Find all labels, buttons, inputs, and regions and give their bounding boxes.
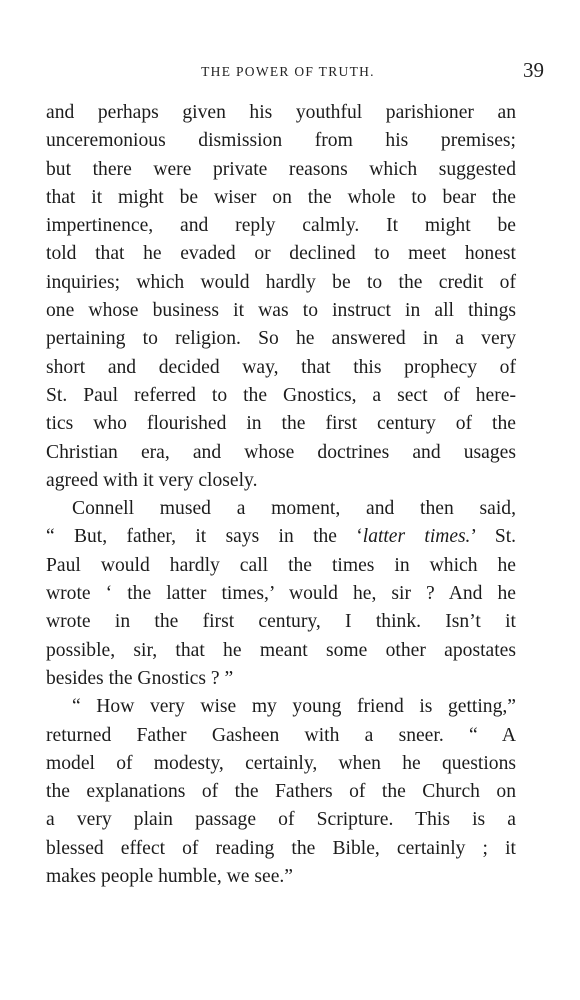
text-line: possible, sir, that he meant some other apostates [46, 639, 516, 661]
line-suffix: ’ St. [470, 526, 516, 548]
text-line: Christian era, and whose doctrines and usages [46, 441, 516, 463]
text-line: told that he evaded or declined to meet honest [46, 243, 516, 265]
text-line: that it might be wiser on the whole to bear the [46, 186, 516, 208]
text-line: a very plain passage of Scripture. This is a [46, 809, 516, 831]
paragraph-end-line: agreed with it very closely. [46, 469, 258, 491]
page-number: 39 [523, 58, 544, 82]
text-line: one whose business it was to instruct in all things [46, 300, 516, 322]
text-line: wrote ‘ the latter times,’ would he, sir ? And he [46, 583, 516, 605]
paragraph-start-line: Connell mused a moment, and then said, [72, 498, 516, 520]
text-line: blessed effect of reading the Bible, certainly ; it [46, 837, 516, 859]
text-line: short and decided way, that this prophecy of [46, 356, 516, 378]
running-head [40, 58, 544, 88]
text-line: tics who flourished in the first century of the [46, 413, 516, 435]
paragraph-end-line: besides the Gnostics ? ” [46, 667, 234, 689]
text-line: and perhaps given his youthful parishioner an [46, 102, 516, 123]
text-line: St. Paul referred to the Gnostics, a sect of here- [46, 384, 516, 406]
text-line-with-italic [46, 523, 516, 551]
text-line: the explanations of the Fathers of the Church on [46, 781, 516, 803]
body-text [46, 99, 516, 891]
text-line: returned Father Gasheen with a sneer. “ A [46, 724, 516, 746]
text-line: pertaining to religion. So he answered in a very [46, 328, 516, 350]
text-line: model of modesty, certainly, when he questions [46, 752, 516, 774]
text-line: but there were private reasons which suggested [46, 158, 516, 180]
text-line: inquiries; which would hardly be to the credit of [46, 271, 516, 293]
italic-quote: latter times. [362, 526, 471, 548]
paragraph-start-line: “ How very wise my young friend is getting,” [72, 696, 516, 718]
text-line: Paul would hardly call the times in which he [46, 554, 516, 576]
text-line: wrote in the first century, I think. Isn’t it [46, 611, 516, 633]
line-prefix: “ But, father, it says in the ‘ [46, 526, 363, 548]
paragraph-end-line: makes people humble, we see.” [46, 866, 294, 888]
text-line: unceremonious dismission from his premises; [46, 130, 516, 152]
text-line: impertinence, and reply calmly. It might be [46, 215, 516, 237]
running-head-title: THE POWER OF TRUTH. [201, 64, 375, 79]
